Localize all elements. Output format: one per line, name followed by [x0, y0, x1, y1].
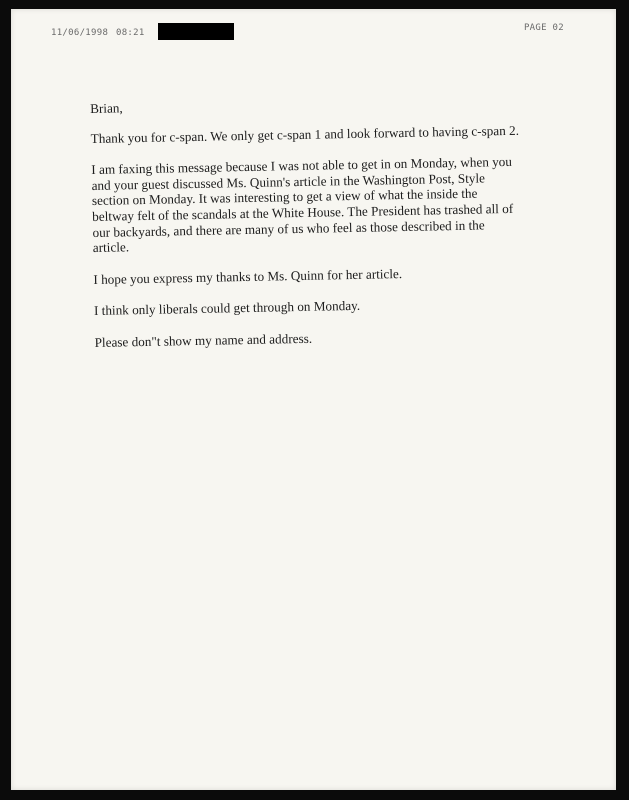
letter-paragraph-4: I think only liberals could get through on Monday. — [93, 298, 361, 319]
letter-body — [90, 93, 525, 367]
fax-page-number: PAGE 02 — [523, 23, 564, 33]
fax-date: 11/06/1998 — [51, 28, 109, 38]
letter-salutation: Brian, — [90, 100, 123, 116]
letter-paragraph-1: Thank you for c-span. We only get c-span 1 and look forward to having c-span 2. — [90, 122, 520, 146]
fax-page — [11, 9, 616, 790]
redaction-block — [158, 23, 234, 40]
letter-paragraph-5: Please don"t show my name and address. — [94, 330, 313, 350]
fax-header — [11, 23, 616, 43]
letter-paragraph-2: I am faxing this message because I was not able to get in on Monday, when you and your guest discussed Ms. Quinn's article in the Washington Post, Style section on Monday. It was interesting to get a view of what the inside the beltway felt of the scandals at the White House. The President has trashed all of our backyards, and there are many of us who feel as those described in the article. — [91, 154, 514, 256]
fax-time: 08:21 — [116, 28, 145, 38]
letter-paragraph-3: I hope you express my thanks to Ms. Quinn for her article. — [93, 265, 403, 287]
